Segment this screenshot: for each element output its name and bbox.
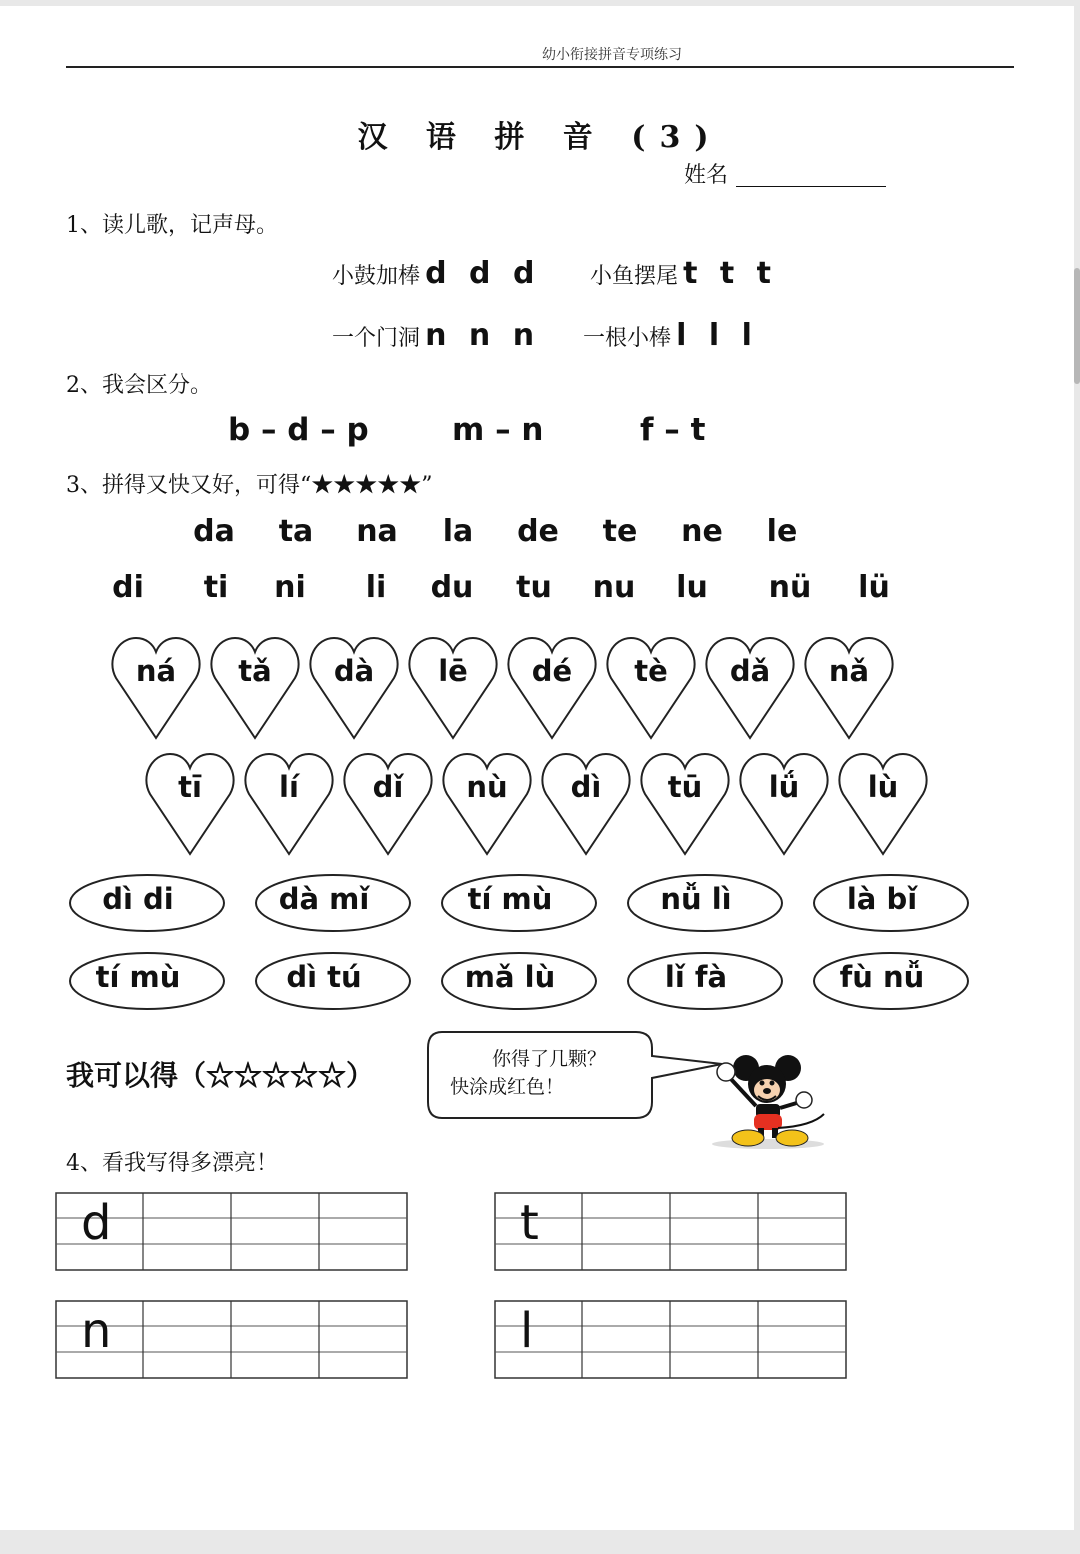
distinguish-group: b – d – p — [228, 412, 369, 448]
heart-shape — [802, 634, 896, 742]
heart-shape — [604, 634, 698, 742]
question-3-title: 3、拼得又快又好，可得“★★★★★” — [66, 473, 433, 498]
heart-syllable: lē — [438, 654, 468, 688]
rhyme-text: 一个门洞 — [332, 326, 421, 351]
oval-word: tí mù — [467, 882, 553, 916]
heart-shape — [406, 634, 500, 742]
bubble-line-1: 你得了几颗？ — [492, 1048, 607, 1070]
heart-syllable: tī — [178, 770, 202, 804]
oval-word: dà mǐ — [278, 882, 370, 916]
heart-syllable: tǎ — [238, 654, 272, 688]
heart-shape — [341, 750, 435, 858]
syllable: lu — [676, 570, 708, 605]
syllable: nü — [768, 570, 812, 605]
header-title: 幼小衔接拼音专项练习 — [542, 47, 682, 63]
syllable: tu — [516, 570, 552, 605]
oval-word: tí mù — [95, 960, 181, 994]
rhyme-letters: n n n — [425, 318, 541, 353]
cartoon-mouse-mascot — [700, 1046, 832, 1150]
heart-syllable: lí — [279, 770, 299, 804]
rhyme-letters: t t t — [683, 256, 778, 291]
heart-shape — [208, 634, 302, 742]
syllable: lü — [858, 570, 890, 605]
heart-syllable: dǐ — [372, 770, 404, 804]
heart-shape — [836, 750, 930, 858]
heart-syllable: ná — [135, 654, 177, 688]
name-label: 姓名 — [684, 163, 729, 188]
heart-shape — [242, 750, 336, 858]
question-1-title: 1、读儿歌，记声母。 — [66, 213, 278, 238]
rhyme-letters: l l l — [676, 318, 758, 353]
syllable: da — [193, 514, 235, 549]
syllable: nu — [592, 570, 636, 605]
syllable: di — [112, 570, 144, 605]
question-2-title: 2、我会区分。 — [66, 373, 212, 398]
distinguish-group: m – n — [452, 412, 544, 448]
heart-shape — [539, 750, 633, 858]
heart-shape — [143, 750, 237, 858]
rhyme-2 — [590, 256, 777, 291]
oval-word: lǐ fà — [664, 960, 728, 994]
heart-syllable: dà — [333, 654, 375, 688]
syllable: le — [766, 514, 798, 549]
syllable: na — [356, 514, 398, 549]
four-line-writing-grid[interactable] — [494, 1192, 848, 1272]
oval-word: mǎ lù — [464, 960, 556, 994]
rhyme-letters: d d d — [425, 256, 541, 291]
syllable: ni — [274, 570, 306, 605]
rhyme-text: 小鱼摆尾 — [590, 264, 679, 289]
question-4-title: 4、看我写得多漂亮！ — [66, 1151, 278, 1176]
heart-syllable: tè — [634, 654, 668, 688]
heart-syllable: nù — [466, 770, 508, 804]
syllable: la — [442, 514, 474, 549]
syllable: te — [602, 514, 638, 549]
grid-letter: n — [81, 1303, 112, 1359]
syllable: ne — [681, 514, 723, 549]
rhyme-text: 小鼓加棒 — [332, 264, 421, 289]
heart-shape — [505, 634, 599, 742]
oval-word: dì di — [102, 882, 174, 916]
page-title: 汉 语 拼 音 (3) — [357, 120, 723, 155]
heart-shape — [703, 634, 797, 742]
score-label: 我可以得（☆☆☆☆☆） — [66, 1059, 375, 1092]
syllable: ti — [203, 570, 229, 605]
name-field-line[interactable] — [736, 186, 886, 187]
heart-shape — [737, 750, 831, 858]
heart-syllable: nǎ — [828, 654, 870, 688]
distinguish-group: f – t — [640, 412, 706, 448]
rhyme-1 — [332, 256, 540, 291]
rhyme-4 — [583, 318, 758, 353]
heart-syllable: dé — [531, 654, 573, 688]
grid-letter: d — [81, 1195, 112, 1251]
syllable: ta — [278, 514, 314, 549]
heart-shape — [638, 750, 732, 858]
heart-syllable: lǘ — [768, 770, 800, 804]
heart-shape — [109, 634, 203, 742]
bubble-line-2: 快涂成红色！ — [450, 1076, 565, 1098]
rhyme-text: 一根小棒 — [583, 326, 672, 351]
syllable: de — [517, 514, 559, 549]
oval-word: nǚ lì — [660, 882, 732, 916]
heart-syllable: lù — [867, 770, 899, 804]
heart-syllable: dǎ — [729, 654, 771, 688]
heart-syllable: tū — [667, 770, 703, 804]
heart-shape — [440, 750, 534, 858]
rhyme-3 — [332, 318, 540, 353]
oval-word: fù nǚ — [839, 960, 925, 994]
heart-shape — [307, 634, 401, 742]
oval-word: là bǐ — [846, 882, 918, 916]
oval-word: dì tú — [286, 960, 362, 994]
syllable: li — [365, 570, 387, 605]
four-line-writing-grid[interactable] — [494, 1300, 848, 1380]
grid-letter: t — [520, 1195, 539, 1251]
scrollbar[interactable] — [1074, 268, 1080, 384]
header-divider — [66, 66, 1014, 68]
grid-letter: l — [520, 1303, 534, 1359]
syllable: du — [430, 570, 474, 605]
heart-syllable: dì — [570, 770, 602, 804]
